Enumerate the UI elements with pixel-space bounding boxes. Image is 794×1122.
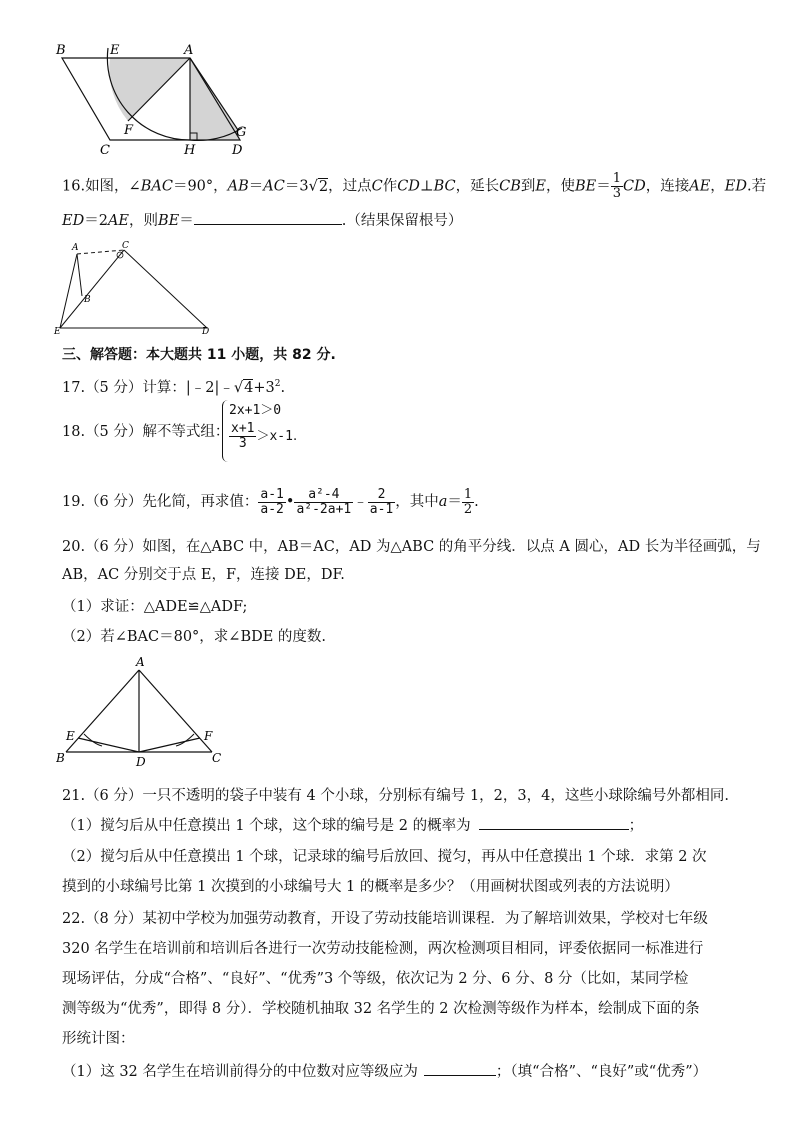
label-g: G [236, 125, 247, 140]
svg-text:A: A [72, 243, 79, 253]
shaded-region-left [109, 58, 190, 121]
svg-text:A: A [136, 655, 145, 669]
question-20-line1: 20.（6 分）如图，在△ABC 中，AB＝AC，AD 为△ABC 的角平分线．以点 A 圆心，AD 长为半径画弧，与 [62, 539, 761, 555]
question-20-line2: AB，AC 分别交于点 E，F，连接 DE，DF. [62, 567, 345, 583]
svg-text:C: C [122, 241, 129, 251]
section-3-title: 三、解答题：本大题共 11 小题，共 82 分. [62, 347, 336, 363]
answer-blank-16[interactable] [194, 210, 342, 225]
svg-text:B: B [56, 751, 65, 765]
label-c: C [100, 143, 110, 158]
svg-text:B: B [84, 295, 91, 305]
svg-text:F: F [204, 729, 213, 743]
svg-text:E: E [66, 729, 75, 743]
question-16-line2: ED＝2AE，则BE＝ .（结果保留根号） [62, 210, 462, 231]
question-21-line1: 21.（6 分）一只不透明的袋子中装有 4 个小球，分别标有编号 1，2，3，4，这些小球除编号外都相同. [62, 788, 729, 804]
question-22-line5: 形统计图： [62, 1031, 135, 1047]
question-16-line1: 16.如图，∠BAC＝90°，AB＝AC＝3√2，过点C作CD⊥BC，延长CB到E，使BE＝ $\frac{1}{3}$ CD，连接AE，ED.若 [62, 171, 767, 201]
answer-blank-21[interactable] [479, 815, 629, 830]
question-21-sub2: （2）搅匀后从中任意摸出 1 个球，记录球的编号后放回、搅匀，再从中任意摸出 1 个球．求第 2 次 [62, 849, 707, 865]
question-19: 19.（6 分）先化简，再求值： $\frac{a-1}{a-2}$ • $\frac{\text{a²-4}}{\text{a²-2a+1}}$ ﹣ $\frac{2}{a-1}$ ，其中a＝ $\frac{1}{2}$ . [62, 486, 479, 517]
question-20-sub1: （1）求证：△ADE≌△ADF; [62, 599, 248, 615]
question-17: 17.（5 分）计算：$|﹣2|﹣√4+3^2$. [62, 379, 286, 396]
svg-text:D: D [136, 755, 146, 769]
label-a: A [184, 43, 194, 58]
question-22-line4: 测等级为“优秀”，即得 8 分）．学校随机抽取 32 名学生的 2 次检测等级作为样本，绘制成下面的条 [62, 1001, 700, 1017]
inequality-system: 2x+1＞0 $\frac{x+1}{3}$ ＞x-1. [222, 400, 297, 462]
question-20-sub2: （2）若∠BAC＝80°，求∠BDE 的度数. [62, 629, 327, 645]
question-18-label: 18.（5 分）解不等式组： [62, 424, 230, 440]
question-22-line2: 320 名学生在培训前和培训后各进行一次劳动技能检测，两次检测项目相同，评委依据同一标准进行 [62, 941, 704, 957]
question-21-sub1: （1）搅匀后从中任意摸出 1 个球，这个球的编号是 2 的概率为 ； [62, 815, 643, 836]
label-h: H [184, 143, 196, 158]
answer-blank-22[interactable] [424, 1061, 496, 1076]
svg-text:C: C [212, 751, 222, 765]
question-22-sub1: （1）这 32 名学生在培训前得分的中位数对应等级应为 ；（填“合格”、“良好”或“优秀”） [62, 1061, 707, 1082]
question-22-line1: 22.（8 分）某初中学校为加强劳动教育，开设了劳动技能培训课程．为了解培训效果，学校对七年级 [62, 911, 708, 927]
label-d: D [232, 143, 243, 158]
parallelogram-figure [52, 40, 262, 158]
figure-16 [52, 238, 222, 336]
label-b: B [56, 43, 66, 58]
question-21-sub2b: 摸到的小球编号比第 1 次摸到的小球编号大 1 的概率是多少？（用画树状图或列表的方法说明） [62, 879, 679, 895]
svg-text:E: E [54, 327, 61, 336]
label-f: F [124, 123, 134, 138]
question-22-line3: 现场评估，分成“合格”、“良好”、“优秀”3 个等级，依次记为 2 分、6 分、8 分（比如，某同学检 [62, 971, 689, 987]
label-e: E [110, 43, 120, 58]
fraction-one-third: $\frac{1}{3}$ [612, 171, 621, 201]
triangle-figure-20 [56, 652, 226, 770]
svg-text:D: D [202, 327, 210, 336]
